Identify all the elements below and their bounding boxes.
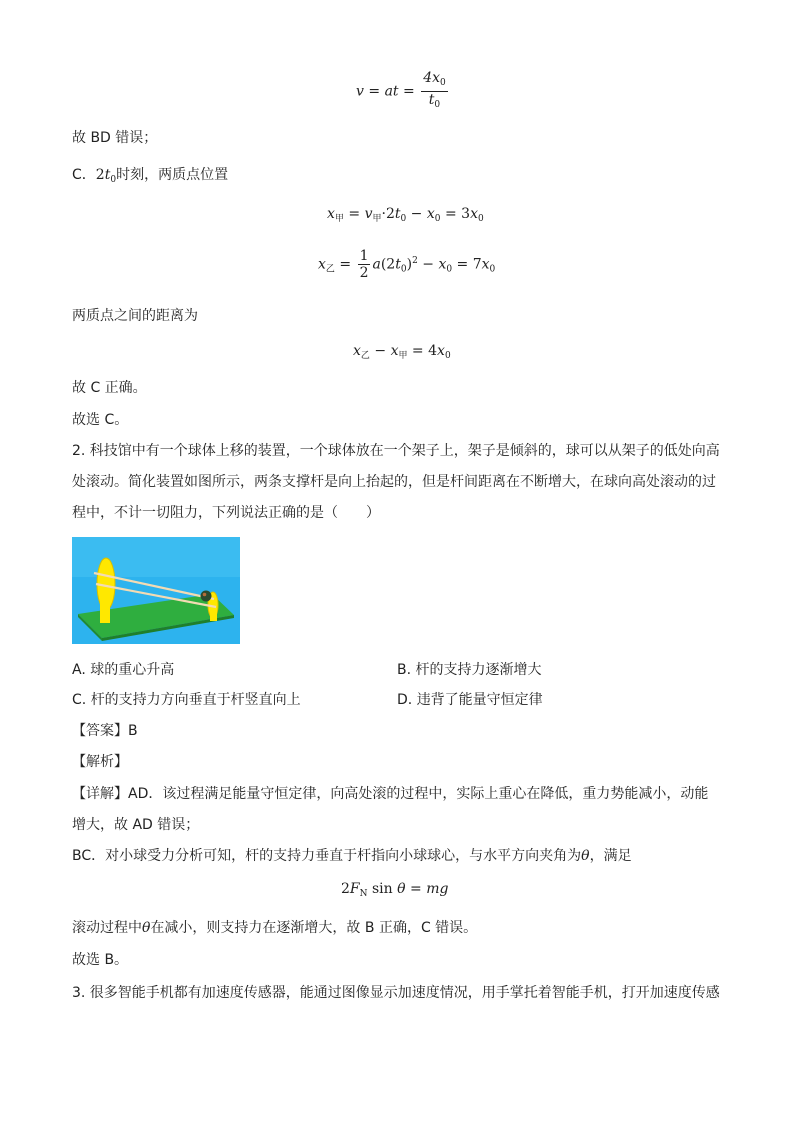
rolling-prefix: 滚动过程中 <box>72 920 142 936</box>
equation-velocity: v = at = $\frac{4x_0}{t_0}$ <box>356 70 446 110</box>
answer-tag: 【答案】B <box>72 723 138 739</box>
c-correct-text: 故 C 正确。 <box>72 380 147 396</box>
theta-symbol-2: θ <box>142 920 151 936</box>
bc-analysis-line <box>72 846 632 866</box>
question-2-line-1: 2. 科技馆中有一个球体上移的装置，一个球体放在一个架子上，架子是倾斜的，球可以从架子的低处向高 <box>72 443 720 459</box>
option-b-label: B. <box>397 662 412 678</box>
option-a <box>72 660 174 680</box>
question-2-line-3: 程中，不计一切阻力，下列说法正确的是（ ） <box>72 505 380 521</box>
equation-x-yi: $x_乙$ = $\frac{1}{2}$ $a(2t_0)^2 - x_0 = 7x_0$ <box>318 248 496 281</box>
bc-suffix: ，满足 <box>589 848 632 864</box>
detail-line-2: 增大，故 AD 错误； <box>72 817 200 833</box>
option-b-text: 杆的支持力逐渐增大 <box>415 662 542 678</box>
question-2-line-2: 处滚动。简化装置如图所示，两条支撑杆是向上抬起的，但是杆间距离在不断增大，在球向高处滚动的过 <box>72 474 716 490</box>
device-photo <box>72 537 240 644</box>
option-c-analysis-line <box>72 165 228 190</box>
rolling-suffix: 在减小，则支持力在逐渐增大，故 B 正确，C 错误。 <box>150 920 478 936</box>
option-a-text: 球的重心升高 <box>90 662 175 678</box>
option-d-label: D. <box>397 692 413 708</box>
rolling-line <box>72 918 477 938</box>
inline-2t0: $2t_0$ <box>95 167 117 185</box>
equation-x-jia: $x_甲 = v_甲\cdot 2t_0 - x_0 = 3x_0$ <box>327 206 484 224</box>
equation-distance: $x_乙 - x_甲 = 4x_0$ <box>353 343 451 361</box>
distance-label: 两质点之间的距离为 <box>72 308 198 324</box>
answer-c-text: 故选 C。 <box>72 412 129 428</box>
option-a-label: A. <box>72 662 86 678</box>
bd-wrong-text: 故 BD 错误； <box>72 130 158 146</box>
option-d <box>397 690 543 710</box>
option-c-prefix: C． <box>72 167 96 183</box>
option-d-text: 违背了能量守恒定律 <box>416 692 543 708</box>
theta-symbol: θ <box>581 848 590 864</box>
question-3-line-1: 3. 很多智能手机都有加速度传感器，能通过图像显示加速度情况，用手掌托着智能手机，打开加速度传感 <box>72 985 720 1001</box>
bc-prefix: BC．对小球受力分析可知，杆的支持力垂直于杆指向小球球心，与水平方向夹角为 <box>72 848 582 864</box>
option-b <box>397 660 542 680</box>
option-c-text: 杆的支持力方向垂直于杆竖直向上 <box>90 692 301 708</box>
option-c <box>72 690 301 710</box>
detail-line-1: 【详解】AD．该过程满足能量守恒定律，向高处滚的过程中，实际上重心在降低，重力势能减小，动能 <box>72 786 709 802</box>
analysis-tag: 【解析】 <box>72 754 128 770</box>
option-c-label: C. <box>72 692 87 708</box>
equation-support-force: $2F_N$ sin θ = mg <box>341 881 449 899</box>
option-c-text: 时刻，两质点位置 <box>116 167 229 183</box>
answer-b-text: 故选 B。 <box>72 952 129 968</box>
